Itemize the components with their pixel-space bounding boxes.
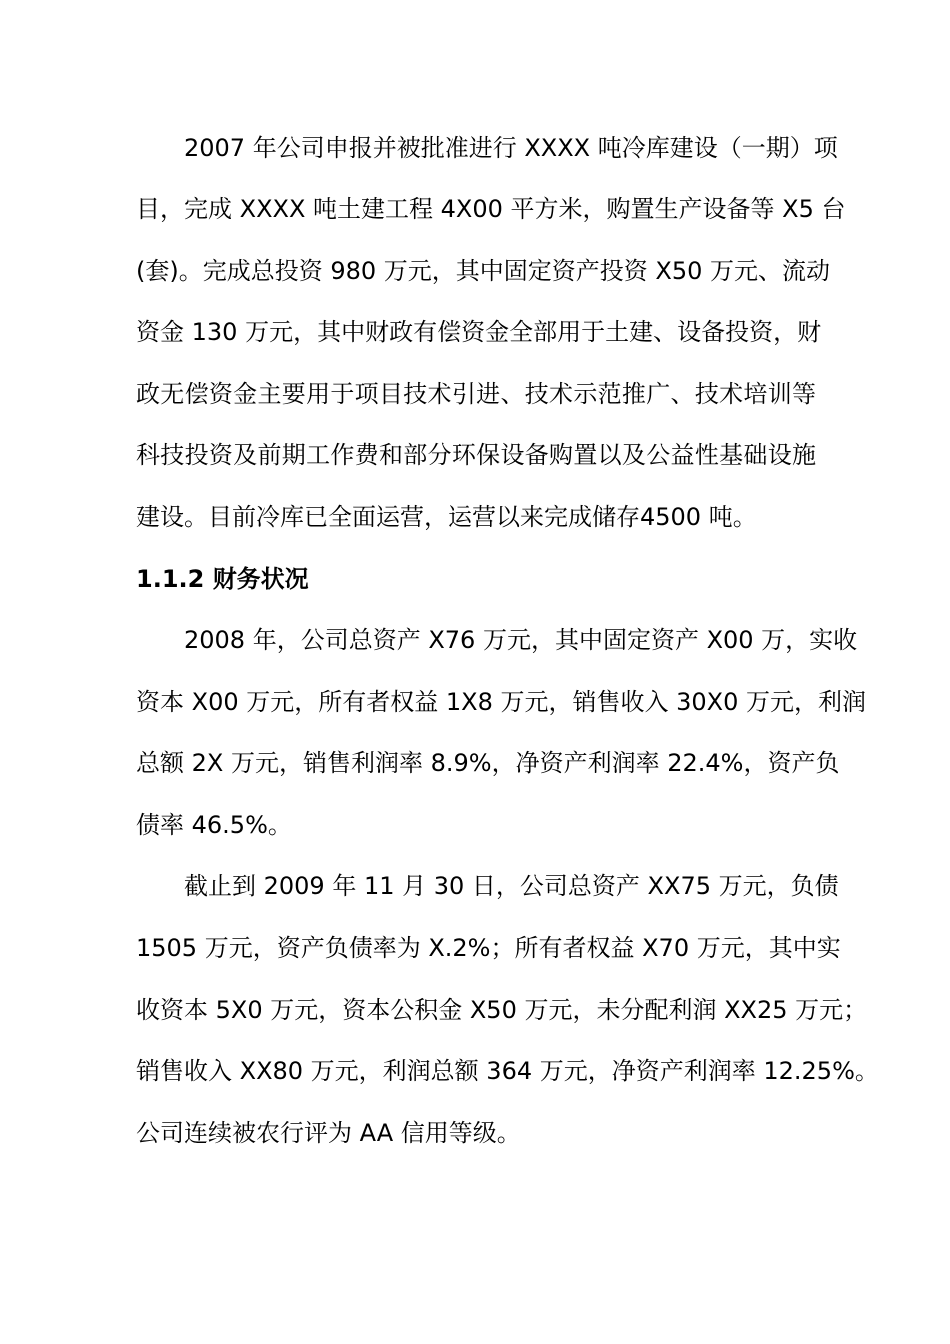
paragraph-1-line-6: 科技投资及前期工作费和部分环保设备购置以及公益性基础设施 [136,441,816,469]
paragraph-1-line-1: 2007 年公司申报并被批准进行 XXXX 吨冷库建设（一期）项 [184,134,838,162]
paragraph-2-line-3: 总额 2X 万元，销售利润率 8.9%，净资产利润率 22.4%，资产负 [136,749,840,777]
paragraph-2-line-1: 2008 年，公司总资产 X76 万元，其中固定资产 X00 万，实收 [184,626,858,654]
paragraph-3-line-5: 公司连续被农行评为 AA 信用等级。 [136,1119,521,1147]
paragraph-3-line-3: 收资本 5X0 万元，资本公积金 X50 万元，未分配利润 XX25 万元； [136,996,868,1024]
paragraph-1-line-3: (套)。完成总投资 980 万元，其中固定资产投资 X50 万元、流动 [136,257,831,285]
paragraph-3-line-2: 1505 万元，资产负债率为 X.2%；所有者权益 X70 万元，其中实 [136,934,841,962]
paragraph-2-line-4: 债率 46.5%。 [136,811,292,839]
section-heading: 1.1.2 财务状况 [136,565,309,593]
paragraph-1-line-4: 资金 130 万元，其中财政有偿资金全部用于土建、设备投资，财 [136,318,822,346]
paragraph-1-line-5: 政无偿资金主要用于项目技术引进、技术示范推广、技术培训等 [136,380,816,408]
paragraph-3-line-1: 截止到 2009 年 11 月 30 日，公司总资产 XX75 万元，负债 [184,872,839,900]
paragraph-3-line-4: 销售收入 XX80 万元，利润总额 364 万元，净资产利润率 12.25%。 [136,1057,879,1085]
paragraph-1-line-2: 目，完成 XXXX 吨土建工程 4X00 平方米，购置生产设备等 X5 台 [136,195,846,223]
paragraph-2-line-2: 资本 X00 万元，所有者权益 1X8 万元，销售收入 30X0 万元，利润 [136,688,866,716]
paragraph-1-line-7: 建设。目前冷库已全面运营，运营以来完成储存4500 吨。 [136,503,757,531]
